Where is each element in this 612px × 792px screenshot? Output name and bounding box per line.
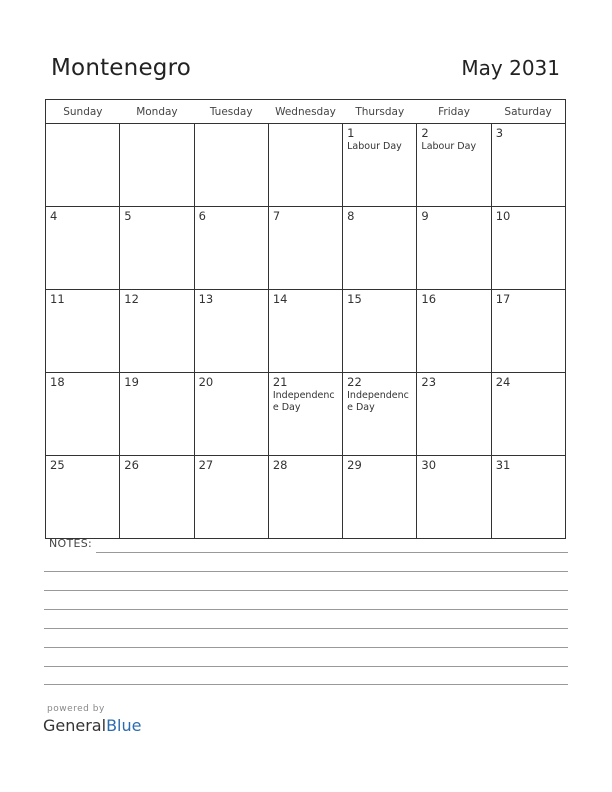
weekday-monday: Monday [120, 100, 194, 124]
notes-line [44, 609, 568, 610]
day-number: 23 [421, 375, 437, 389]
notes-line [44, 647, 568, 648]
day-number: 24 [495, 375, 511, 389]
day-cell [417, 373, 491, 456]
day-cell [194, 290, 268, 373]
day-cell [46, 290, 120, 373]
week-row [46, 207, 566, 290]
day-cell [46, 456, 120, 539]
day-number: 13 [198, 292, 214, 306]
day-number: 25 [50, 458, 65, 472]
day-cell [46, 124, 120, 207]
day-cell [491, 207, 565, 290]
notes-line [44, 684, 568, 685]
day-cell [268, 456, 342, 539]
day-cell [417, 124, 491, 207]
notes-line [44, 571, 568, 572]
notes-line [96, 552, 568, 553]
day-number: 4 [50, 209, 58, 223]
day-cell [194, 373, 268, 456]
day-number: 16 [421, 292, 437, 306]
weekday-friday: Friday [417, 100, 491, 124]
notes-label: NOTES: [49, 537, 93, 550]
day-cell [268, 290, 342, 373]
day-cell [46, 373, 120, 456]
day-number: 9 [421, 209, 429, 223]
day-number: 14 [272, 292, 288, 306]
day-cell [343, 456, 417, 539]
day-number: 22 [347, 375, 362, 389]
day-cell [120, 373, 194, 456]
weekday-header-row [46, 100, 566, 124]
day-cell [417, 207, 491, 290]
notes-line [44, 628, 568, 629]
day-number: 19 [124, 375, 139, 389]
day-number: 11 [50, 292, 65, 306]
day-cell [343, 207, 417, 290]
day-number: 18 [50, 375, 65, 389]
day-cell [417, 290, 491, 373]
notes-line [44, 590, 568, 591]
day-number: 20 [198, 375, 214, 389]
day-cell [120, 207, 194, 290]
day-cell [491, 456, 565, 539]
notes-line [44, 666, 568, 667]
day-number: 8 [347, 209, 355, 223]
powered-by-text: powered by [47, 704, 105, 714]
holiday-label: Labour Day [421, 141, 477, 152]
day-cell [46, 207, 120, 290]
day-cell [120, 456, 194, 539]
week-row [46, 456, 566, 539]
day-number: 21 [272, 375, 288, 389]
day-number: 10 [495, 209, 511, 223]
weekday-sunday: Sunday [46, 100, 120, 124]
day-number: 15 [347, 292, 362, 306]
day-cell [343, 124, 417, 207]
day-number: 29 [347, 458, 362, 472]
day-number: 17 [495, 292, 511, 306]
day-cell [120, 290, 194, 373]
day-cell [194, 207, 268, 290]
weekday-wednesday: Wednesday [268, 100, 342, 124]
day-number: 12 [124, 292, 139, 306]
brand-blue: Blue [106, 716, 142, 735]
country-title: Montenegro [51, 55, 192, 81]
day-number: 1 [347, 126, 355, 140]
day-cell [491, 124, 565, 207]
day-number: 5 [124, 209, 132, 223]
month-year-title: May 2031 [461, 56, 560, 80]
day-cell [194, 124, 268, 207]
week-row [46, 124, 566, 207]
brand-logo [43, 716, 141, 735]
day-number: 7 [272, 209, 281, 223]
day-number: 2 [421, 126, 429, 140]
day-number: 3 [495, 126, 504, 140]
day-cell [194, 456, 268, 539]
day-number: 30 [421, 458, 437, 472]
day-cell [343, 290, 417, 373]
day-cell [491, 373, 565, 456]
brand-general: General [43, 716, 107, 735]
day-cell [491, 290, 565, 373]
day-cell [343, 373, 417, 456]
weekday-thursday: Thursday [343, 100, 417, 124]
week-row [46, 373, 566, 456]
day-cell [120, 124, 194, 207]
day-number: 27 [198, 458, 214, 472]
day-number: 26 [124, 458, 139, 472]
day-cell [417, 456, 491, 539]
calendar-grid [45, 99, 566, 539]
day-number: 28 [272, 458, 288, 472]
holiday-label: Independence Day [272, 390, 335, 413]
weekday-tuesday: Tuesday [194, 100, 268, 124]
weekday-saturday: Saturday [491, 100, 565, 124]
day-cell [268, 207, 342, 290]
day-cell [268, 373, 342, 456]
day-number: 31 [495, 458, 511, 472]
day-cell [268, 124, 342, 207]
day-number: 6 [198, 209, 206, 223]
holiday-label: Labour Day [347, 141, 402, 152]
week-row [46, 290, 566, 373]
holiday-label: Independence Day [347, 390, 409, 413]
